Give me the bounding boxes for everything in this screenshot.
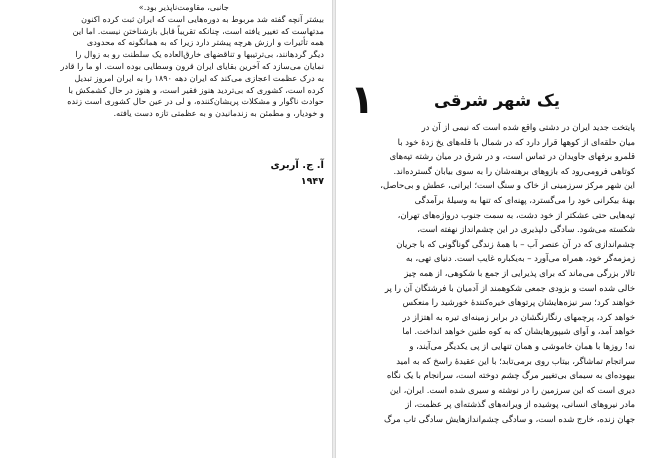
text-line: پایتخت جدید ایران در دشتی واقع شده است که نیمی از آن در: [421, 122, 635, 132]
text-line: زمزمه‌گر خود، همراه می‌آورد – به‌یکباره غایب است. دنیای تهی، به: [405, 253, 635, 264]
text-line: نه! روزها با همان خاموشی و همان تنهایی از پی یکدیگر می‌آیند، و: [409, 340, 635, 351]
author-signature: آ. ج. آربری: [270, 160, 324, 171]
chapter-title: یک شهر شرقی: [434, 91, 560, 110]
text-line: این شهر مرکز سرزمینی از خاک و سنگ است؛ ایرانی، عطش و بی‌حاصل،: [380, 180, 635, 191]
text-line: خواهد کرد، پرچمهای رنگارنگشان در برابر زمینه‌ای تیره به اهتزاز در: [402, 311, 635, 322]
text-line: جانبی، مقاومت‌ناپذیر بود.»: [138, 2, 229, 12]
text-line: بهنهٔ بیکرانی خود را می‌گسترد، پهنه‌ای که تنها به وسیلهٔ برآمدگی: [414, 194, 635, 205]
text-line: خواهد آمد، و آوای شیپورهایشان که به کوه طنین خواهد انداخت. اما: [402, 326, 635, 337]
text-line: دیری است که این سرزمین را در نوشته و سیری شده است. ایران، این: [389, 384, 635, 395]
preface-text: [28, 2, 324, 120]
text-line: جهان زنده، خارج شده است، و سادگی چشم‌اندازهایش سادگی تاب مرگ: [383, 413, 635, 424]
text-line: کرده است، کشوری که بی‌تردید هنوز فقیر است، و هنوز در حال کشمکش با: [68, 84, 324, 95]
text-line: به درک عظمت اعجازی می‌کند که ایران دهه ۱۸۹۰ را به ایران امروز تبدیل: [74, 72, 324, 83]
text-line: شکسته می‌شود. سادگی دلپذیری در این چشم‌انداز نهفته است،: [417, 224, 635, 235]
text-line: و خودیار، و مطمئن به زندمانیدن و به عظمتی تازه دست یافته.: [113, 108, 324, 119]
text-line: قلمرو برفهای جاویدان در تماس است، و در شرق در میان رشته تپه‌های: [389, 151, 635, 162]
text-line: مادر نیروهای انسانی، پوشیده از ویرانه‌های گذشته‌ای پر عظمت، از: [405, 399, 635, 410]
text-line: خواهند کرد؛ سر نیزه‌هایشان پرتوهای خیره‌کنندهٔ خورشید را منعکس: [402, 297, 635, 308]
text-line: چشم‌اندازی که در آن عنصر آب – با همهٔ زندگی گوناگونی که با جریان: [396, 238, 635, 249]
text-line: همه تأثیرات و ارزش هرچه پیشتر دارد زیرا که به همانگونه که محدودی: [86, 37, 324, 48]
text-line: میان حلقه‌ای از کوهها قرار دارد که در شمال با قله‌های یخ زدهٔ خود با: [397, 136, 635, 147]
chapter-body-text: [342, 120, 635, 426]
text-line: حوادث ناگوار و مشکلات پریشان‌کننده، و لی در عین حال کشوری است زنده: [67, 96, 324, 107]
right-page: [336, 0, 669, 458]
preface-year: ۱۹۴۷: [300, 176, 324, 187]
text-line: تالار بزرگی می‌ماند که برای پذیرایی از جمع با شکوهی، از همه چیز: [404, 267, 635, 278]
text-line: بیهوده‌ای به سیمای بی‌تغییر مرگ چشم دوخته است، سرانجام با یک نگاه: [386, 370, 635, 381]
text-line: مدتهاست که تغییر یافته است، چنانکه تقریباً قابل بازشناختن نیست. اما این: [72, 25, 324, 36]
text-line: تپه‌هایی حتی عشکتر از خود دشت، به سمت جنوب دروازه‌های تهران،: [397, 209, 635, 220]
left-page: [0, 0, 332, 458]
text-line: نمایان می‌سازد که آخرین بقایای ایران قرون وسطایی بوده است. او ما را قادر: [60, 60, 324, 71]
text-line: دیگر گردهانند، بی‌ترتیبها و تناقضهای خارق‌العاده یک سلطنت رو به زوال را: [75, 49, 324, 60]
chapter-number: ۱: [350, 77, 375, 123]
text-line: بیشتر آنچه گفته شد مربوط به دوره‌هایی است که ایران ثبت کرده اکنون: [81, 13, 324, 24]
text-line: سراتجام تماشاگر، بیتاب روی برمی‌تابد؛ با این عقیدهٔ راسخ که به امید: [396, 355, 635, 366]
text-line: کوتاهی فرومی‌رود که بازوهای برهنه‌شان را به سوی بیابان گسترده‌اند.: [393, 165, 635, 176]
text-line: خالی شده است و بزودی جمعی شکوهمند از آدمیان با فرشتگان آن را پر: [384, 282, 635, 293]
